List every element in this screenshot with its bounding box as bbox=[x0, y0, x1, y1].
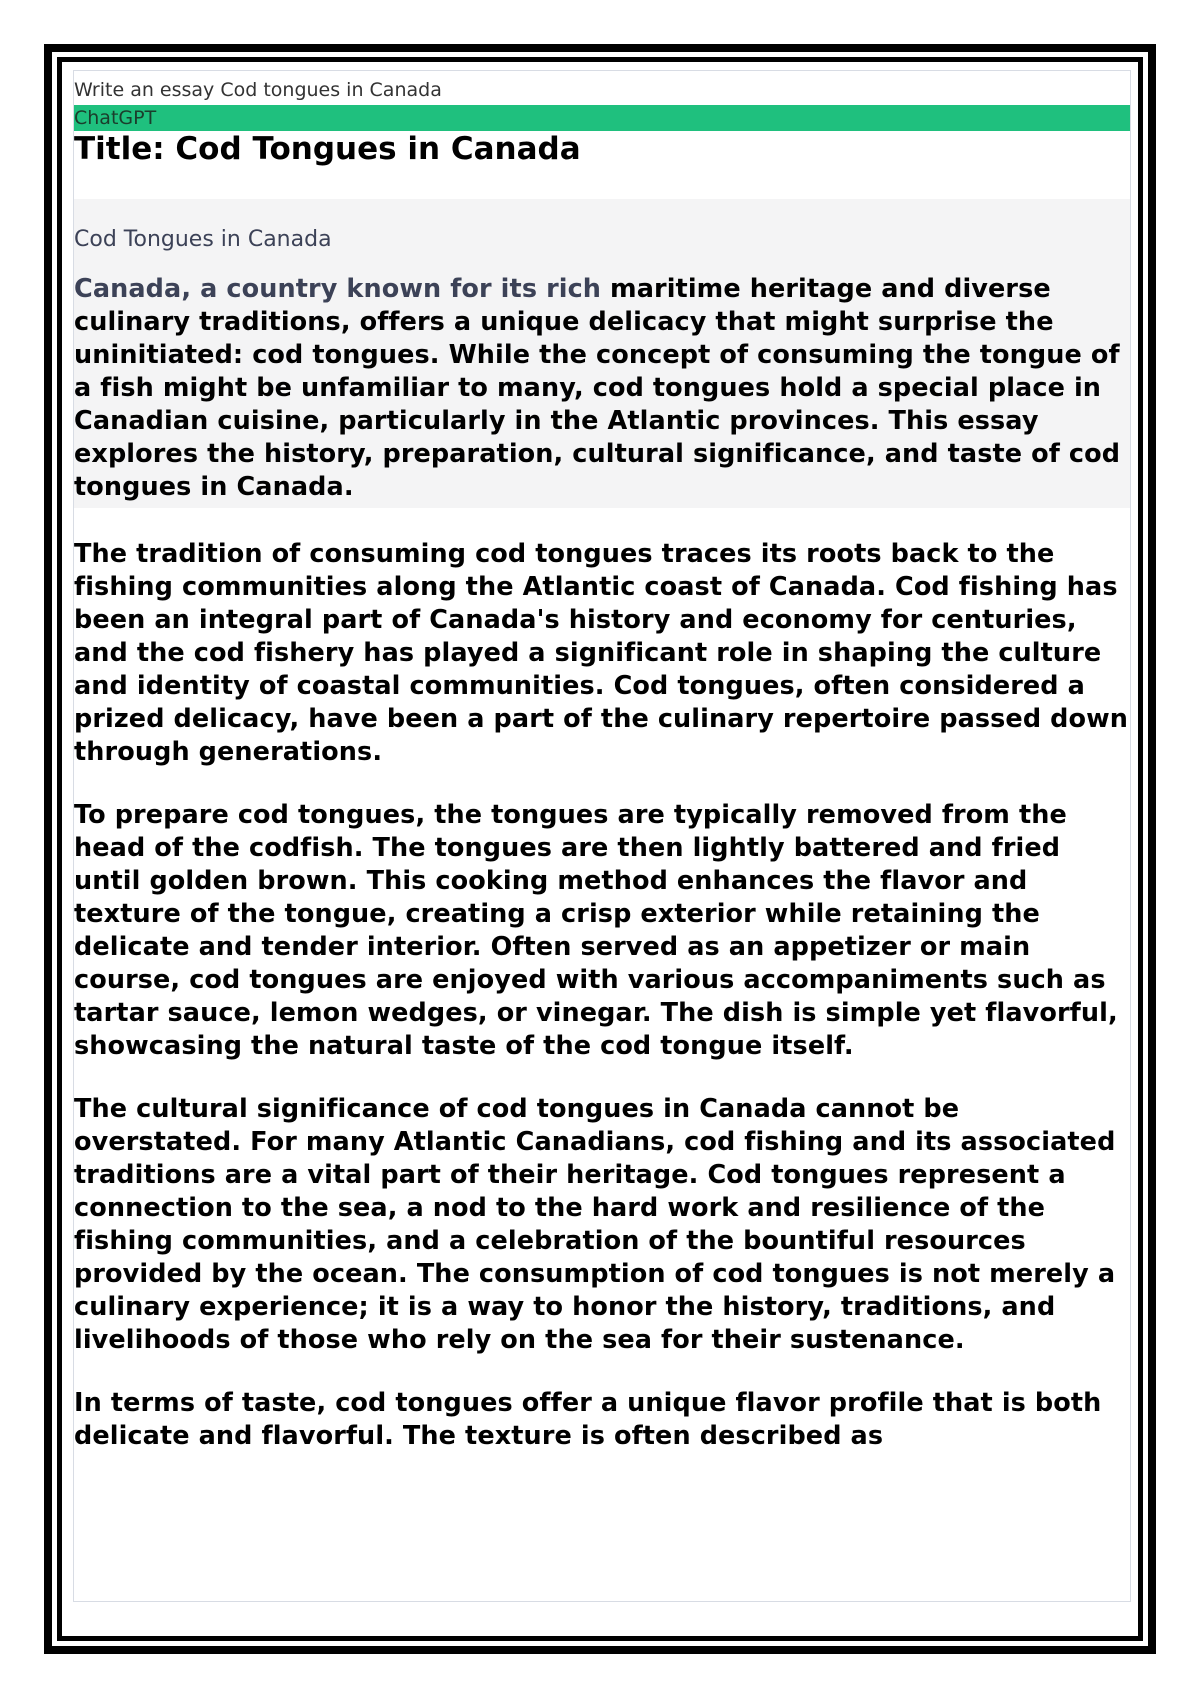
user-prompt: Write an essay Cod tongues in Canada bbox=[74, 79, 442, 101]
paragraph-history: The tradition of consuming cod tongues traces its roots back to the fishing communities along the Atlantic coast of Canada. Cod fishing has been an integral part of Canada's history and economy for centuries, and the cod fishery has played a significant role in shaping the culture and identity of coastal communities. Cod tongues, often considered a prized delicacy, have been a part of the culinary repertoire passed down through generations. bbox=[74, 539, 1129, 767]
paragraph-preparation: To prepare cod tongues, the tongues are typically removed from the head of the codfish. The tongues are then lightly battered and fried until golden brown. This cooking method enhances the flavor and texture of the tongue, creating a crisp exterior while retaining the delicate and tender interior. Often served as an appetizer or main course, cod tongues are enjoyed with various accompaniments such as tartar sauce, lemon wedges, or vinegar. The dish is simple yet flavorful, showcasing the natural taste of the cod tongue itself. bbox=[74, 800, 1118, 1061]
intro-heading: Cod Tongues in Canada bbox=[74, 227, 332, 252]
document-content bbox=[73, 70, 1131, 1602]
intro-paragraph bbox=[74, 273, 1130, 508]
assistant-label-bar: ChatGPT bbox=[74, 105, 1130, 131]
intro-block bbox=[74, 199, 1130, 508]
paragraph-taste: In terms of taste, cod tongues offer a unique flavor profile that is both delicate and flavorful. The texture is often described as bbox=[74, 1388, 1102, 1451]
essay-title: Title: Cod Tongues in Canada bbox=[74, 131, 581, 167]
paragraph-cultural-significance: The cultural significance of cod tongues in Canada cannot be overstated. For many Atlantic Canadians, cod fishing and its associated traditions are a vital part of their heritage. Cod tongues represent a connection to the sea, a nod to the hard work and resilience of the fishing communities, and a celebration of the bountiful resources provided by the ocean. The consumption of cod tongues is not merely a culinary experience; it is a way to honor the history, traditions, and livelihoods of those who rely on the sea for their sustenance. bbox=[74, 1094, 1116, 1355]
intro-rest-text: maritime heritage and diverse culinary traditions, offers a unique delicacy that might surprise the uninitiated: cod tongues. While the concept of consuming the tongue of a fish might be unfamiliar to many, cod tongues hold a special place in Canadian cuisine, particularly in the Atlantic provinces. This essay explores the history, preparation, cultural significance, and taste of cod tongues in Canada. bbox=[74, 274, 1121, 502]
intro-lead-text: Canada, a country known for its rich bbox=[74, 274, 602, 304]
